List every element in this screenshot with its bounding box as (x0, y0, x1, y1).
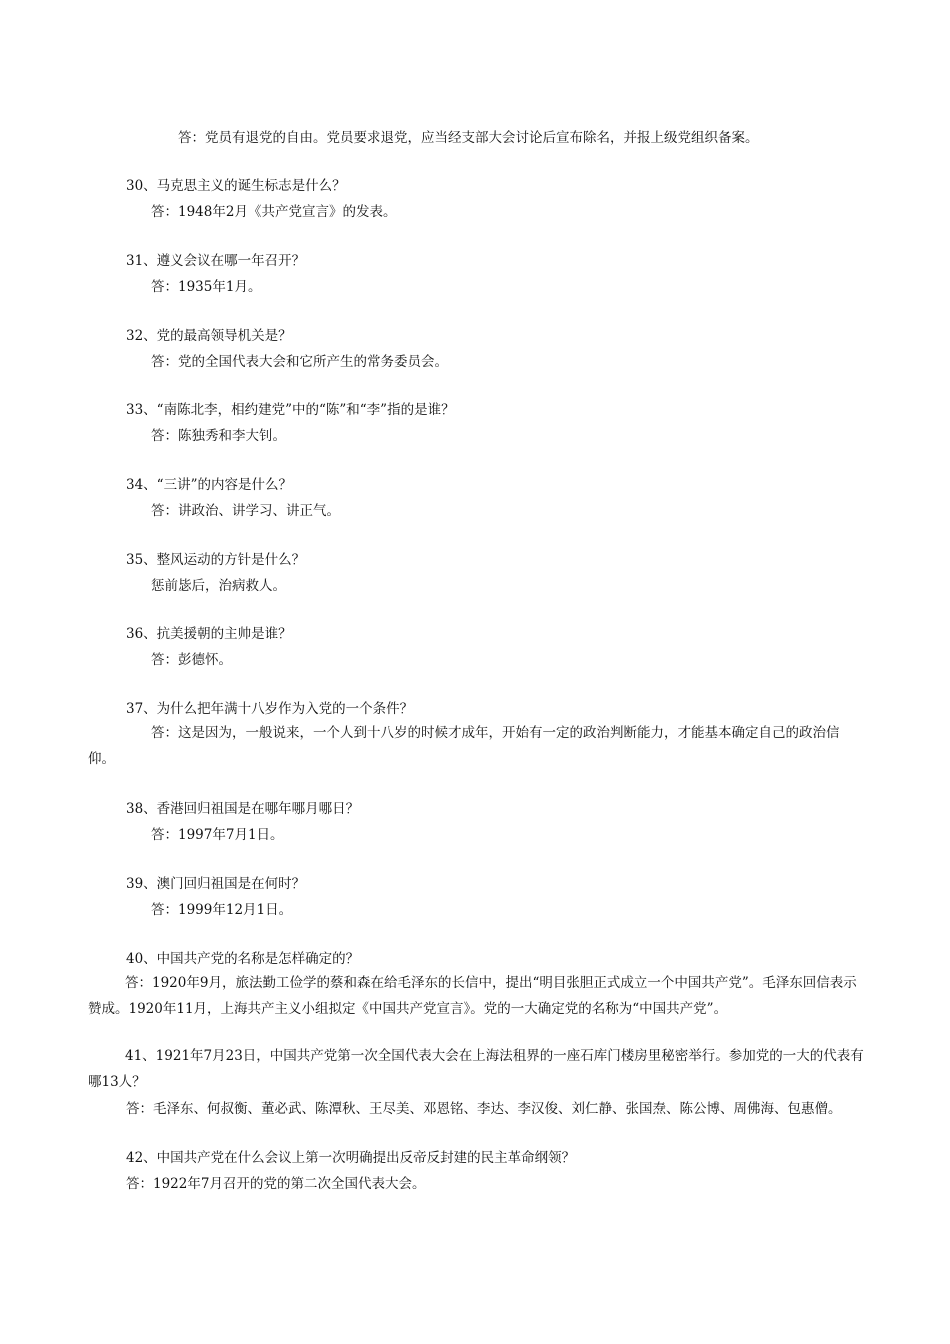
answer-30: 答：1948年2月《共产党宣言》的发表。 (151, 204, 397, 220)
answer-35: 惩前毖后，治病救人。 (151, 578, 286, 594)
question-42: 42、中国共产党在什么会议上第一次明确提出反帝反封建的民主革命纲领？ (126, 1150, 576, 1166)
lead-answer: 答：党员有退党的自由。党员要求退党，应当经支部大会讨论后宣布除名，并报上级党组织备案。 (178, 130, 759, 146)
answer-41: 答：毛泽东、何叔衡、董必武、陈潭秋、王尽美、邓恩铭、李达、李汉俊、刘仁静、张国焘、陈公博、周佛海、包惠僧。 (126, 1101, 842, 1117)
question-35: 35、整风运动的方针是什么？ (126, 552, 306, 568)
answer-33: 答：陈独秀和李大钊。 (151, 428, 286, 444)
question-31: 31、遵义会议在哪一年召开？ (126, 253, 306, 269)
question-37: 37、为什么把年满十八岁作为入党的一个条件？ (126, 701, 414, 717)
question-33: 33、“南陈北李，相约建党”中的“陈”和“李”指的是谁？ (126, 402, 455, 418)
question-38: 38、香港回归祖国是在哪年哪月哪日？ (126, 801, 360, 817)
answer-42: 答：1922年7月召开的党的第二次全国代表大会。 (126, 1176, 426, 1192)
answer-40: 答：1920年9月，旅法勤工俭学的蔡和森在给毛泽东的长信中，提出“明目张胆正式成立一个中国共产党”。毛泽东回信表示赞成。1920年11月，上海共产主义小组拟定《中国共产党宣言》。党的一大确定党的名称为“中国共产党”。 (88, 975, 857, 1017)
answer-32: 答：党的全国代表大会和它所产生的常务委员会。 (151, 354, 448, 370)
answer-36: 答：彭德怀。 (151, 652, 232, 668)
question-40: 40、中国共产党的名称是怎样确定的？ (126, 951, 360, 967)
answer-31: 答：1935年1月。 (151, 279, 262, 295)
answer-37: 答：这是因为，一般说来，一个人到十八岁的时候才成年，开始有一定的政治判断能力，才能基本确定自己的政治信仰。 (88, 725, 840, 767)
question-39: 39、澳门回归祖国是在何时？ (126, 876, 306, 892)
question-32: 32、党的最高领导机关是？ (126, 328, 292, 344)
question-34: 34、“三讲”的内容是什么？ (126, 477, 292, 493)
answer-34: 答：讲政治、讲学习、讲正气。 (151, 503, 340, 519)
answer-39: 答：1999年12月1日。 (151, 902, 293, 918)
question-36: 36、抗美援朝的主帅是谁？ (126, 626, 292, 642)
answer-38: 答：1997年7月1日。 (151, 827, 284, 843)
question-30: 30、马克思主义的诞生标志是什么？ (126, 178, 346, 194)
question-41: 41、1921年7月23日，中国共产党第一次全国代表大会在上海法租界的一座石库门楼房里秘密举行。参加党的一大的代表有哪13人？ (88, 1048, 864, 1090)
